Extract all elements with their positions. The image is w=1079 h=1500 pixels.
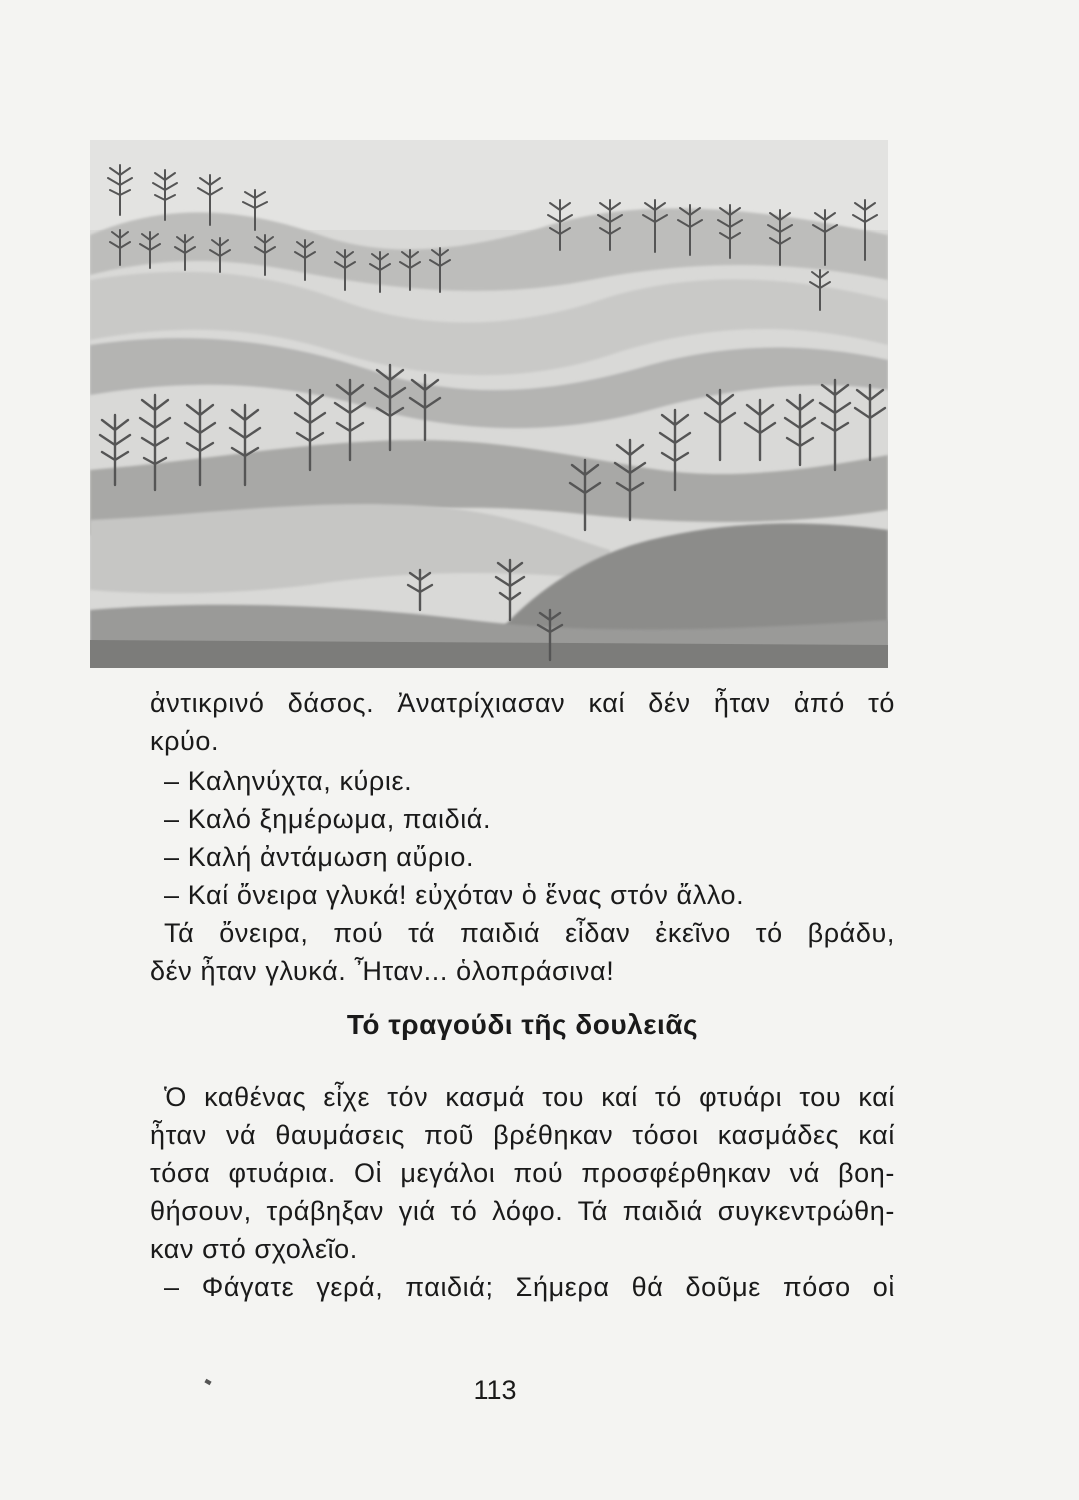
text-line: Τά ὄνειρα, πού τά παιδιά εἶδαν ἐκεῖνο τό βράδυ, (164, 918, 895, 948)
text-line: ἦταν νά θαυμάσεις ποῦ βρέθηκαν τόσοι κασμάδες καί (150, 1120, 895, 1150)
text-line: Ὁ καθένας εἶχε τόν κασμά του καί τό φτυάρι του καί (164, 1082, 895, 1112)
paragraph-3 (150, 1078, 895, 1268)
text-line: κρύο. (150, 726, 220, 756)
dialog-line: – Καληνύχτα, κύριε. (164, 766, 413, 796)
text-line: δέν ἦταν γλυκά. Ἦταν... ὁλοπράσινα! (150, 956, 615, 986)
paragraph-1 (150, 684, 895, 760)
dialog-line: – Καλό ξημέρωμα, παιδιά. (164, 804, 492, 834)
page-number: 113 (473, 1375, 517, 1405)
paragraph-4 (164, 1268, 895, 1306)
dialog-line: – Καλή ἀντάμωση αὔριο. (164, 842, 475, 872)
text-line: καν στό σχολεῖο. (150, 1234, 358, 1264)
scan-speck (204, 1379, 211, 1385)
text-line: θήσουν, τράβηξαν γιά τό λόφο. Τά παιδιά συγκεντρώθη- (150, 1196, 895, 1226)
text-line: ἀντικρινό δάσος. Ἀνατρίχιασαν καί δέν ἦταν ἀπό τό (150, 688, 895, 718)
dialog-line: – Καί ὄνειρα γλυκά! εὐχόταν ὁ ἕνας στόν ἄλλο. (164, 880, 745, 910)
text-line: τόσα φτυάρια. Οἱ μεγάλοι πού προσφέρθηκαν νά βοη- (150, 1158, 895, 1188)
dialog-block (164, 762, 895, 914)
paragraph-2 (150, 914, 895, 990)
section-title: Τό τραγούδι τῆς δουλειᾶς (346, 1009, 699, 1040)
hills-with-trees-illustration (90, 140, 888, 668)
text-line: – Φάγατε γερά, παιδιά; Σήμερα θά δοῦμε πόσο οἱ (164, 1272, 895, 1302)
